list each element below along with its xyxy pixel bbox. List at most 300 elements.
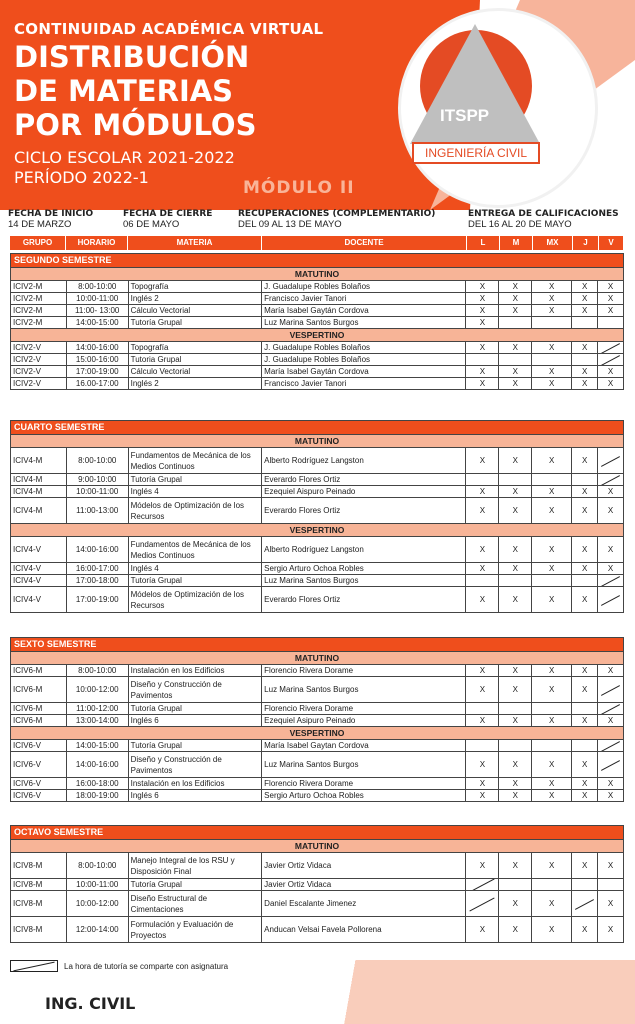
table-row: [11, 890, 623, 916]
semester-table: [10, 420, 624, 613]
table-cell: ICIV8-M: [11, 879, 67, 890]
table-cell: X: [499, 917, 532, 942]
table-cell: Luz Marina Santos Burgos: [262, 317, 466, 328]
column-header: L: [467, 236, 500, 250]
table-cell: Francisco Javier Tanori: [262, 378, 466, 389]
table-cell: [572, 575, 598, 586]
table-cell: [532, 317, 572, 328]
table-cell: 11:00-13:00: [67, 498, 129, 523]
date-cierre: FECHA DE CIERRE 06 DE MAYO: [123, 209, 213, 230]
table-cell: X: [572, 366, 598, 377]
table-cell: 16:00-18:00: [67, 778, 129, 789]
shared-tutoria-slash-icon: [598, 740, 623, 751]
table-cell: ICIV8-M: [11, 891, 67, 916]
table-cell: Instalación en los Edificios: [129, 778, 263, 789]
table-cell: 18:00-19:00: [67, 790, 129, 801]
table-cell: Tutoría Grupal: [129, 879, 263, 890]
table-row: [11, 280, 623, 292]
table-row: [11, 777, 623, 789]
table-cell: X: [572, 448, 598, 473]
table-cell: X: [532, 342, 572, 353]
shared-tutoria-slash-icon: [598, 703, 623, 714]
table-cell: X: [532, 281, 572, 292]
table-cell: Ezequiel Asipuro Peinado: [262, 715, 466, 726]
table-cell: ICIV2-M: [11, 305, 67, 316]
table-cell: [532, 474, 572, 485]
table-cell: Everardo Flores Ortiz: [262, 587, 466, 612]
table-cell: Inglés 4: [129, 486, 263, 497]
table-cell: X: [572, 305, 598, 316]
periodo-text: PERÍODO 2022-1: [14, 168, 149, 187]
table-row: [11, 377, 623, 389]
table-cell: X: [532, 778, 572, 789]
semester-title: SEXTO SEMESTRE: [11, 638, 623, 651]
table-cell: ICIV2-V: [11, 366, 67, 377]
table-cell: Módelos de Optimización de los Recursos: [129, 587, 263, 612]
table-cell: X: [466, 317, 499, 328]
table-cell: X: [532, 537, 572, 562]
table-cell: Ezequiel Aispuro Peinado: [262, 486, 466, 497]
title-line-3: POR MÓDULOS: [14, 108, 257, 142]
semester-title: CUARTO SEMESTRE: [11, 421, 623, 434]
table-cell: Topografía: [129, 281, 263, 292]
table-cell: Inglés 6: [129, 715, 263, 726]
table-cell: ICIV6-V: [11, 778, 67, 789]
table-cell: X: [499, 342, 532, 353]
table-cell: ICIV4-V: [11, 537, 67, 562]
table-cell: Luz Marina Santos Burgos: [262, 752, 466, 777]
table-cell: 8:00-10:00: [67, 853, 129, 878]
table-cell: X: [607, 506, 614, 515]
table-cell: X: [607, 861, 614, 870]
table-cell: X: [466, 853, 499, 878]
table-cell: Sergio Arturo Ochoa Robles: [262, 790, 466, 801]
table-cell: X: [466, 587, 499, 612]
table-cell: ICIV2-V: [11, 354, 67, 365]
table-cell: X: [499, 486, 532, 497]
table-cell: [532, 740, 572, 751]
table-cell: Francisco Javier Tanori: [262, 293, 466, 304]
table-cell: 12:00-14:00: [67, 917, 129, 942]
table-cell: X: [466, 366, 499, 377]
table-cell: X: [572, 281, 598, 292]
column-header: GRUPO: [10, 236, 66, 250]
table-cell: 13:00-14:00: [67, 715, 129, 726]
table-row: [11, 676, 623, 702]
table-cell: X: [572, 563, 598, 574]
date-recuperaciones: RECUPERACIONES (COMPLEMENTARIO) DEL 09 AL 13 DE MAYO: [238, 209, 436, 230]
table-cell: J. Guadalupe Robles Bolaños: [262, 281, 466, 292]
shift-title: MATUTINO: [11, 434, 623, 447]
table-row: [11, 304, 623, 316]
table-cell: X: [572, 293, 598, 304]
table-cell: X: [466, 498, 499, 523]
shift-title: VESPERTINO: [11, 328, 623, 341]
table-cell: X: [532, 293, 572, 304]
table-cell: [532, 703, 572, 714]
table-cell: [466, 703, 499, 714]
table-cell: X: [532, 853, 572, 878]
table-cell: María Isabel Gaytán Cordova: [262, 305, 466, 316]
table-cell: Florencio Rivera Dorame: [262, 665, 466, 676]
table-cell: X: [607, 379, 614, 388]
table-cell: X: [499, 281, 532, 292]
legend-slash-icon: [10, 960, 58, 972]
shared-tutoria-slash-icon: [598, 448, 623, 473]
table-cell: ICIV6-M: [11, 665, 67, 676]
table-cell: X: [499, 677, 532, 702]
table-row: [11, 916, 623, 942]
table-cell: X: [466, 563, 499, 574]
table-cell: ICIV6-M: [11, 703, 67, 714]
table-cell: Diseño y Construcción de Pavimentos: [129, 752, 263, 777]
table-cell: X: [572, 486, 598, 497]
table-row: [11, 562, 623, 574]
table-cell: [572, 354, 598, 365]
table-cell: X: [499, 293, 532, 304]
table-cell: Diseño y Construcción de Pavimentos: [129, 677, 263, 702]
table-cell: 10:00-12:00: [67, 677, 129, 702]
table-row: [11, 574, 623, 586]
table-cell: X: [532, 917, 572, 942]
table-cell: Fundamentos de Mecánica de los Medios Continuos: [129, 537, 263, 562]
table-cell: [466, 740, 499, 751]
table-cell: [466, 575, 499, 586]
table-cell: X: [607, 779, 614, 788]
table-cell: X: [499, 853, 532, 878]
table-cell: ICIV6-V: [11, 790, 67, 801]
table-cell: X: [607, 791, 614, 800]
table-cell: X: [532, 665, 572, 676]
table-cell: 10:00-11:00: [67, 879, 129, 890]
table-cell: Everardo Flores Ortiz: [262, 474, 466, 485]
logo-name: ITSPP: [440, 106, 490, 125]
table-cell: 8:00-10:00: [67, 281, 129, 292]
column-header: DOCENTE: [262, 236, 467, 250]
table-cell: [466, 474, 499, 485]
table-cell: X: [466, 778, 499, 789]
table-cell: X: [532, 715, 572, 726]
shared-tutoria-slash-icon: [572, 891, 598, 916]
table-cell: X: [499, 778, 532, 789]
table-cell: 10:00-11:00: [67, 486, 129, 497]
table-cell: 14:00-16:00: [67, 537, 129, 562]
table-cell: 11:00- 13:00: [67, 305, 129, 316]
table-cell: X: [532, 677, 572, 702]
table-cell: X: [607, 487, 614, 496]
table-cell: [572, 740, 598, 751]
shift-title: MATUTINO: [11, 651, 623, 664]
table-cell: 8:00-10:00: [67, 448, 129, 473]
table-cell: X: [572, 498, 598, 523]
table-cell: Anducan Velsai Favela Pollorena: [262, 917, 466, 942]
table-cell: [598, 879, 623, 890]
shared-tutoria-slash-icon: [598, 342, 623, 353]
table-cell: María Isabel Gaytán Cordova: [262, 366, 466, 377]
table-cell: Inglés 4: [129, 563, 263, 574]
table-cell: X: [572, 778, 598, 789]
table-cell: ICIV4-V: [11, 587, 67, 612]
table-cell: Florencio Rivera Dorame: [262, 778, 466, 789]
column-header: M: [500, 236, 533, 250]
table-cell: X: [466, 715, 499, 726]
table-cell: ICIV6-V: [11, 740, 67, 751]
table-cell: Tutoría Grupal: [129, 317, 263, 328]
table-cell: X: [607, 545, 614, 554]
table-cell: X: [572, 677, 598, 702]
table-cell: ICIV4-M: [11, 474, 67, 485]
table-cell: [499, 354, 532, 365]
table-cell: [499, 703, 532, 714]
table-cell: ICIV4-M: [11, 498, 67, 523]
title-line-2: DE MATERIAS: [14, 74, 234, 108]
shift-title: VESPERTINO: [11, 523, 623, 536]
table-cell: María Isabel Gaytan Cordova: [262, 740, 466, 751]
table-cell: J. Guadalupe Robles Bolaños: [262, 354, 466, 365]
table-cell: X: [532, 790, 572, 801]
table-row: [11, 852, 623, 878]
table-cell: X: [466, 486, 499, 497]
table-cell: ICIV2-V: [11, 378, 67, 389]
table-row: [11, 878, 623, 890]
table-cell: ICIV4-V: [11, 575, 67, 586]
table-cell: X: [532, 498, 572, 523]
shared-tutoria-slash-icon: [598, 474, 623, 485]
dates-bar: [8, 209, 628, 233]
shift-title: VESPERTINO: [11, 726, 623, 739]
table-cell: X: [572, 715, 598, 726]
table-cell: ICIV6-M: [11, 715, 67, 726]
table-cell: 14:00-16:00: [67, 342, 129, 353]
table-cell: 16:00-17:00: [67, 563, 129, 574]
shared-tutoria-slash-icon: [598, 354, 623, 365]
table-row: [11, 473, 623, 485]
table-row: [11, 739, 623, 751]
table-cell: ICIV2-M: [11, 293, 67, 304]
table-cell: X: [532, 366, 572, 377]
table-cell: X: [607, 564, 614, 573]
table-cell: Tutoría Grupal: [129, 474, 263, 485]
column-header: V: [599, 236, 624, 250]
table-cell: Fundamentos de Mecánica de los Medios Continuos: [129, 448, 263, 473]
table-cell: [532, 879, 572, 890]
table-cell: [499, 575, 532, 586]
table-cell: 14:00-15:00: [67, 740, 129, 751]
table-cell: X: [466, 752, 499, 777]
table-cell: Inglés 6: [129, 790, 263, 801]
semester-table: [10, 825, 624, 943]
table-cell: [572, 703, 598, 714]
table-cell: X: [499, 715, 532, 726]
table-cell: Luz Marina Santos Burgos: [262, 575, 466, 586]
table-cell: 10:00-11:00: [67, 293, 129, 304]
modulo-label: MÓDULO II: [243, 178, 355, 198]
table-cell: X: [607, 925, 614, 934]
table-row: [11, 586, 623, 612]
table-cell: X: [499, 305, 532, 316]
table-cell: X: [499, 563, 532, 574]
table-cell: ICIV2-V: [11, 342, 67, 353]
table-cell: 17:00-19:00: [67, 366, 129, 377]
table-cell: 8:00-10:00: [67, 665, 129, 676]
shared-tutoria-slash-icon: [598, 587, 623, 612]
table-row: [11, 316, 623, 328]
table-cell: Alberto Rodríguez Langston: [262, 448, 466, 473]
semester-title: OCTAVO SEMESTRE: [11, 826, 623, 839]
semester-title: SEGUNDO SEMESTRE: [11, 254, 623, 267]
table-cell: [466, 354, 499, 365]
table-cell: Javier Ortiz Vidaca: [262, 853, 466, 878]
table-cell: X: [532, 448, 572, 473]
table-cell: [572, 879, 598, 890]
legend: [10, 960, 228, 972]
table-cell: 11:00-12:00: [67, 703, 129, 714]
table-cell: ICIV8-M: [11, 853, 67, 878]
semester-table: [10, 253, 624, 390]
table-cell: Florencio Rivera Dorame: [262, 703, 466, 714]
table-cell: X: [532, 486, 572, 497]
shared-tutoria-slash-icon: [598, 575, 623, 586]
table-cell: ICIV6-M: [11, 677, 67, 702]
table-cell: X: [532, 563, 572, 574]
footer-title: ING. CIVIL: [45, 994, 136, 1013]
table-cell: X: [572, 342, 598, 353]
table-cell: X: [607, 899, 614, 908]
table-cell: Cálculo Vectorial: [129, 305, 263, 316]
shift-title: MATUTINO: [11, 267, 623, 280]
table-cell: Módelos de Optimización de los Recursos: [129, 498, 263, 523]
table-cell: 14:00-15:00: [67, 317, 129, 328]
table-cell: X: [466, 293, 499, 304]
column-header: MX: [533, 236, 573, 250]
table-cell: [499, 879, 532, 890]
table-row: [11, 664, 623, 676]
table-header: [10, 236, 624, 250]
shared-tutoria-slash-icon: [598, 752, 623, 777]
table-row: [11, 497, 623, 523]
table-cell: Inglés 2: [129, 293, 263, 304]
column-header: HORARIO: [66, 236, 128, 250]
table-cell: Formulación y Evaluación de Proyectos: [129, 917, 263, 942]
table-cell: X: [572, 537, 598, 562]
table-row: [11, 702, 623, 714]
table-cell: ICIV4-V: [11, 563, 67, 574]
table-row: [11, 447, 623, 473]
table-cell: X: [499, 665, 532, 676]
date-inicio: FECHA DE INICIO 14 DE MARZO: [8, 209, 94, 230]
table-cell: X: [466, 448, 499, 473]
ciclo-block: [14, 148, 235, 188]
table-row: [11, 292, 623, 304]
continuidad-text: CONTINUIDAD ACADÉMICA VIRTUAL: [14, 20, 324, 38]
table-cell: X: [499, 378, 532, 389]
shared-tutoria-slash-icon: [466, 891, 499, 916]
table-cell: X: [499, 587, 532, 612]
table-cell: Instalación en los Edificios: [129, 665, 263, 676]
table-cell: Javier Ortiz Vidaca: [262, 879, 466, 890]
table-cell: Tutoría Grupal: [129, 740, 263, 751]
table-cell: Diseño Estructural de Cimentaciones: [129, 891, 263, 916]
table-cell: ICIV2-M: [11, 317, 67, 328]
table-cell: J. Guadalupe Robles Bolaños: [262, 342, 466, 353]
table-cell: X: [572, 790, 598, 801]
table-row: [11, 485, 623, 497]
table-cell: [598, 317, 623, 328]
table-cell: X: [499, 790, 532, 801]
table-cell: [499, 740, 532, 751]
table-cell: X: [572, 917, 598, 942]
column-header: J: [573, 236, 599, 250]
page-title: [14, 40, 374, 142]
table-cell: X: [532, 305, 572, 316]
table-cell: 14:00-16:00: [67, 752, 129, 777]
table-cell: X: [572, 587, 598, 612]
table-cell: X: [532, 752, 572, 777]
table-cell: X: [607, 716, 614, 725]
table-row: [11, 365, 623, 377]
table-row: [11, 714, 623, 726]
table-cell: Tutoría Grupal: [129, 703, 263, 714]
shared-tutoria-slash-icon: [466, 879, 499, 890]
table-cell: ICIV6-V: [11, 752, 67, 777]
table-cell: [572, 317, 598, 328]
table-row: [11, 353, 623, 365]
table-cell: [572, 474, 598, 485]
table-cell: X: [499, 498, 532, 523]
title-line-1: DISTRIBUCIÓN: [14, 40, 250, 74]
table-cell: Tutoria Grupal: [129, 354, 263, 365]
table-cell: X: [607, 282, 614, 291]
table-cell: 9:00-10:00: [67, 474, 129, 485]
table-cell: 10:00-12:00: [67, 891, 129, 916]
table-cell: X: [499, 891, 532, 916]
table-cell: X: [466, 665, 499, 676]
date-entrega: ENTREGA DE CALIFICACIONES DEL 16 AL 20 DE MAYO: [468, 209, 619, 230]
table-cell: X: [607, 294, 614, 303]
table-cell: X: [607, 666, 614, 675]
table-cell: X: [572, 853, 598, 878]
table-row: [11, 536, 623, 562]
table-cell: Topografía: [129, 342, 263, 353]
table-cell: X: [607, 367, 614, 376]
semester-table: [10, 637, 624, 802]
table-cell: Sergio Arturo Ochoa Robles: [262, 563, 466, 574]
table-cell: X: [499, 752, 532, 777]
table-cell: Alberto Rodríguez Langston: [262, 537, 466, 562]
logo-career: INGENIERÍA CIVIL: [412, 142, 540, 164]
table-cell: X: [499, 448, 532, 473]
table-cell: [499, 474, 532, 485]
table-cell: ICIV8-M: [11, 917, 67, 942]
table-cell: Luz Marina Santos Burgos: [262, 677, 466, 702]
table-cell: X: [466, 281, 499, 292]
table-cell: X: [532, 891, 572, 916]
table-cell: Cálculo Vectorial: [129, 366, 263, 377]
table-cell: ICIV2-M: [11, 281, 67, 292]
shift-title: MATUTINO: [11, 839, 623, 852]
table-cell: X: [499, 537, 532, 562]
table-cell: X: [466, 537, 499, 562]
table-cell: X: [607, 306, 614, 315]
column-header: MATERIA: [128, 236, 262, 250]
table-cell: X: [466, 305, 499, 316]
table-cell: X: [532, 587, 572, 612]
table-row: [11, 751, 623, 777]
table-cell: ICIV4-M: [11, 448, 67, 473]
table-cell: 17:00-19:00: [67, 587, 129, 612]
table-cell: X: [466, 677, 499, 702]
table-row: [11, 789, 623, 801]
